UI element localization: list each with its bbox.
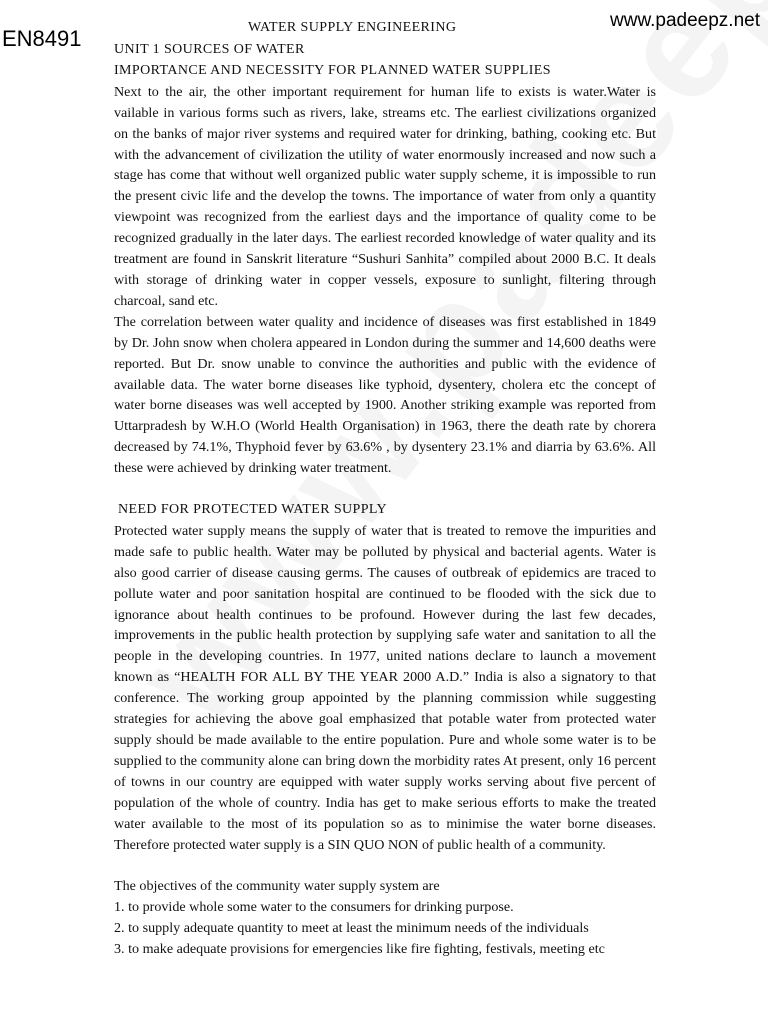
paragraph-correlation: The correlation between water quality and incidence of diseases was first established in 1849 by Dr. John snow when cholera appeared in London during the summer and 14,600 deaths were reported. But Dr. snow unable to convince the authorities and public with the evidence of available data. The water borne diseases like typhoid, dysentery, cholera etc the concept of water borne diseases was well accepted by 1900. Another striking example was reported from Uttarpradesh by W.H.O (World Health Organisation) in 1963, there the death rate by chorera decreased by 74.1%, Thyphoid fever by 63.6% , by dysentery 23.1% and diarria by 63.6%. All these were achieved by drinking water treatment.	[114, 313, 656, 477]
document-body	[114, 40, 656, 960]
list-item: 1. to provide whole some water to the consumers for drinking purpose.	[114, 899, 514, 916]
website-url[interactable]: www.padeepz.net	[610, 10, 760, 31]
course-code: EN8491	[2, 26, 82, 51]
paragraph-importance: Next to the air, the other important requirement for human life to exists is water.Water is vailable in various forms such as rivers, lake, streams etc. The earliest civilizations organized on the banks of major river systems and required water for drinking, bathing, cooking etc. But with the advancement of civilization the utility of water enormously increased and now such a stage has come that without well organized public water supply scheme, it is impossible to run the present civic life and the develop the towns. The importance of water from only a quantity viewpoint was recognized from the earliest days and the importance of quality come to be recognized gradually in the later days. The earliest recorded knowledge of water quality and its treatment are found in Sanskrit literature “Sushuri Sanhita” compiled about 2000 B.C. It deals with storage of drinking water in copper vessels, exposure to sunlight, filtering through charcoal, sand etc.	[114, 83, 656, 309]
paragraph-protected-supply: Protected water supply means the supply of water that is treated to remove the impurities and made safe to public health. Water may be polluted by physical and bacterial agents. Water is also good carrier of disease causing germs. The causes of outbreak of epidemics are traced to pollute water and poor sanitation hospital are continued to be flooded with the sick due to ignorance about health continues to be profound. However during the last few decades, improvements in the public health protection by supplying safe water and sanitation to all the people in the developing countries. In 1977, united nations declare to launch a movement known as “HEALTH FOR ALL BY THE YEAR 2000 A.D.” India is also a signatory to that conference. The working group appointed by the planning commission while suggesting strategies for achieving the above goal emphasized that potable water from protected water supply should be made available to the entire population. Pure and whole some water is to be supplied to the community alone can bring down the morbidity rates At present, only 16 percent of towns in our country are equipped with water supply works serving about five percent of population of the whole of country. India has get to make serious efforts to make the treated water available to the most of its population so as to minimise the water borne diseases. Therefore protected water supply is a SIN QUO NON of public health of a community.	[114, 522, 656, 853]
list-item: 2. to supply adequate quantity to meet at least the minimum needs of the individuals	[114, 920, 589, 937]
section-heading-protected-supply: NEED FOR PROTECTED WATER SUPPLY	[118, 502, 387, 518]
page-header-title: WATER SUPPLY ENGINEERING	[248, 20, 457, 35]
list-item: 3. to make adequate provisions for emergencies like fire fighting, festivals, meeting etc	[114, 941, 605, 958]
unit-title: UNIT 1 SOURCES OF WATER	[114, 42, 305, 57]
objectives-intro: The objectives of the community water supply system are	[114, 878, 440, 895]
section-heading-importance: IMPORTANCE AND NECESSITY FOR PLANNED WATER SUPPLIES	[114, 62, 551, 78]
objectives-list	[114, 897, 656, 960]
spacer	[114, 479, 656, 500]
spacer	[114, 855, 656, 876]
